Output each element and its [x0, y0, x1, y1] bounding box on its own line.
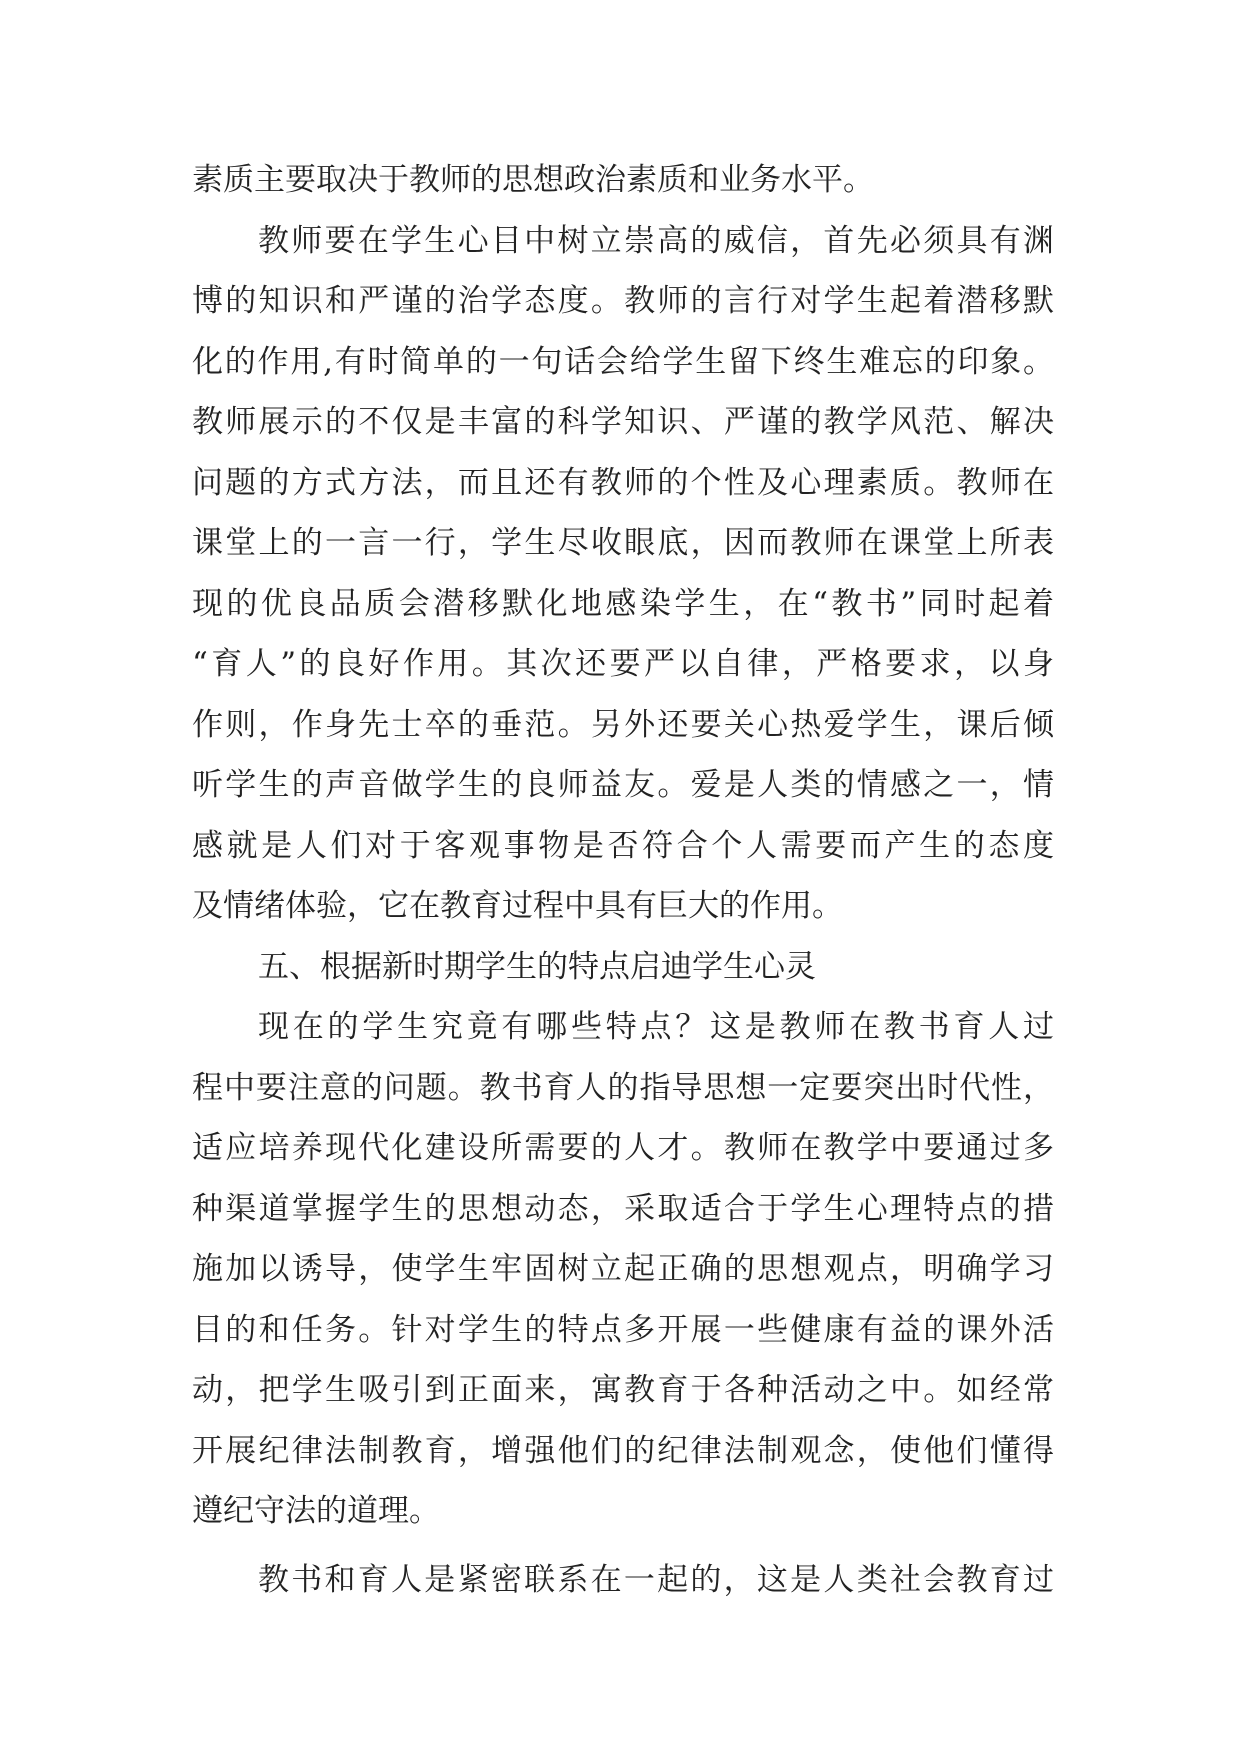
- text-line: 动，把学生吸引到正面来，寓教育于各种活动之中。如经常: [192, 1372, 1054, 1408]
- text-line: 现在的学生究竟有哪些特点？这是教师在教书育人过: [258, 1009, 1054, 1045]
- text-line: 听学生的声音做学生的良师益友。爱是人类的情感之一，情: [192, 767, 1054, 803]
- text-line: 适应培养现代化建设所需要的人才。教师在教学中要通过多: [192, 1130, 1054, 1166]
- text-line: 开展纪律法制教育，增强他们的纪律法制观念，使他们懂得: [192, 1432, 1054, 1469]
- text-line: 感就是人们对于客观事物是否符合个人需要而产生的态度: [192, 827, 1054, 864]
- text-line: 五、根据新时期学生的特点启迪学生心灵: [258, 948, 816, 985]
- text-line: 素质主要取决于教师的思想政治素质和业务水平。: [192, 162, 874, 198]
- text-line: 问题的方式方法，而且还有教师的个性及心理素质。教师在: [192, 464, 1054, 501]
- text-line: 遵纪守法的道理。: [192, 1493, 440, 1529]
- text-line: 课堂上的一言一行，学生尽收眼底，因而教师在课堂上所表: [192, 525, 1054, 561]
- text-line: 及情绪体验，它在教育过程中具有巨大的作用。: [192, 888, 843, 924]
- text-line: 施加以诱导，使学生牢固树立起正确的思想观点，明确学习: [192, 1251, 1054, 1287]
- paragraph-gap: [192, 1542, 1054, 1550]
- text-line: 作则，作身先士卒的垂范。另外还要关心热爱学生，课后倾: [192, 706, 1054, 743]
- text-line: 目的和任务。针对学生的特点多开展一些健康有益的课外活: [192, 1311, 1054, 1348]
- text-line: 化的作用,有时简单的一句话会给学生留下终生难忘的印象。: [192, 343, 1054, 380]
- text-line: 程中要注意的问题。教书育人的指导思想一定要突出时代性，: [192, 1069, 1054, 1106]
- text-line: 教师展示的不仅是丰富的科学知识、严谨的教学风范、解决: [192, 404, 1054, 440]
- text-line: 现的优良品质会潜移默化地感染学生，在“教书”同时起着: [192, 585, 1054, 622]
- text-line: 教书和育人是紧密联系在一起的，这是人类社会教育过: [258, 1561, 1054, 1598]
- text-line: 种渠道掌握学生的思想动态，采取适合于学生心理特点的措: [192, 1190, 1054, 1227]
- text-line: “育人”的良好作用。其次还要严以自律，严格要求，以身: [192, 646, 1054, 682]
- document-body: [192, 150, 1054, 1610]
- text-line: 教师要在学生心目中树立崇高的威信，首先必须具有渊: [258, 222, 1054, 259]
- text-line: 博的知识和严谨的治学态度。教师的言行对学生起着潜移默: [192, 283, 1054, 319]
